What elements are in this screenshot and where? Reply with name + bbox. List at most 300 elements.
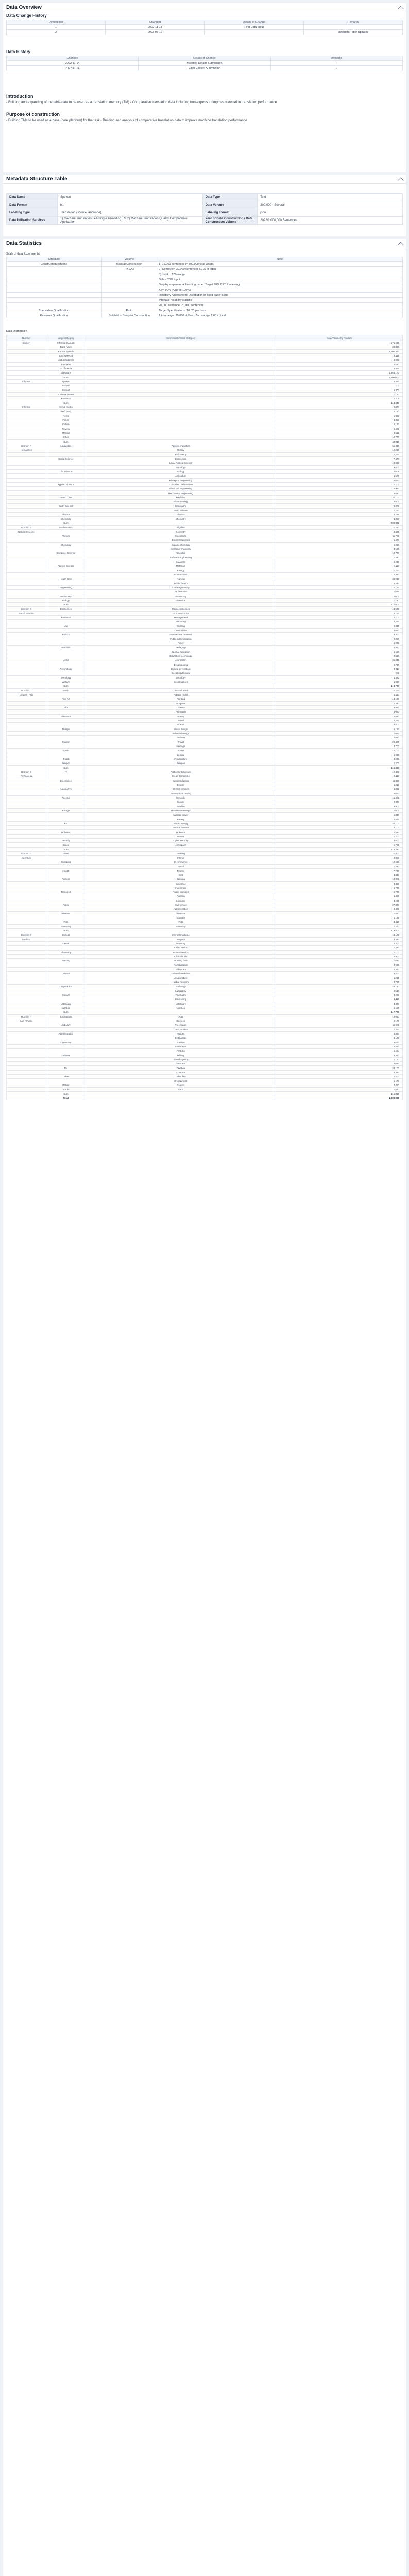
distribution-cell: Travel — [86, 740, 276, 744]
distribution-cell: Decrees — [86, 1019, 276, 1023]
distribution-cell — [46, 701, 86, 705]
distribution-row — [7, 513, 403, 517]
distribution-cell — [7, 1049, 46, 1053]
distribution-row — [7, 770, 403, 774]
distribution-row — [7, 924, 403, 928]
distribution-cell — [7, 495, 46, 499]
distribution-cell — [7, 903, 46, 907]
distribution-cell — [7, 890, 46, 894]
distribution-row — [7, 839, 403, 843]
distribution-cell — [7, 1096, 46, 1100]
distribution-cell — [7, 920, 46, 924]
column-header: Note — [157, 257, 403, 262]
distribution-row — [7, 353, 403, 358]
distribution-cell — [46, 654, 86, 658]
distribution-cell: Sum — [46, 766, 86, 770]
distribution-cell — [7, 658, 46, 663]
distribution-cell: Investment — [86, 886, 276, 890]
column-header: Volume — [101, 257, 157, 262]
scale-cell — [7, 303, 102, 308]
distribution-cell — [46, 620, 86, 624]
distribution-cell: 1,400 — [276, 894, 402, 899]
distribution-sum-row — [7, 375, 403, 379]
distribution-cell — [7, 392, 46, 396]
distribution-row — [7, 1036, 403, 1040]
distribution-cell: Pets — [46, 920, 86, 924]
distribution-cell — [86, 847, 276, 851]
distribution-cell — [46, 650, 86, 654]
distribution-cell: 2,760 — [276, 980, 402, 984]
distribution-cell: 1,900 — [276, 680, 402, 684]
distribution-cell — [46, 916, 86, 920]
distribution-cell: Environment — [86, 572, 276, 577]
distribution-cell: Inorganic chemistry — [86, 547, 276, 551]
distribution-row — [7, 800, 403, 804]
distribution-cell — [46, 886, 86, 890]
distribution-cell: Chemistry — [46, 543, 86, 547]
data-overview-header[interactable] — [3, 3, 406, 12]
distribution-cell — [7, 435, 46, 439]
distribution-row — [7, 860, 403, 864]
scale-cell — [101, 303, 157, 308]
distribution-container — [3, 334, 406, 2576]
metadata-value: Text — [258, 194, 403, 201]
table-cell: 2022-11-14 — [106, 25, 204, 30]
distribution-row — [7, 813, 403, 817]
distribution-cell: Cloud computing — [86, 774, 276, 778]
distribution-row — [7, 1023, 403, 1027]
distribution-cell: 6,330 — [276, 787, 402, 791]
distribution-cell — [86, 392, 276, 396]
distribution-cell: 3,512 — [276, 431, 402, 435]
distribution-row — [7, 1002, 403, 1006]
distribution-cell — [7, 603, 46, 607]
distribution-cell: Engineering — [46, 585, 86, 589]
distribution-row — [7, 410, 403, 414]
distribution-cell — [46, 1062, 86, 1066]
data-statistics-title: Data Statistics — [6, 241, 42, 246]
distribution-cell: Semiconductors — [86, 778, 276, 783]
distribution-cell: Sociology — [86, 465, 276, 469]
distribution-cell: Veterinary — [46, 1002, 86, 1006]
distribution-cell: Informal — [7, 379, 46, 383]
distribution-row — [7, 392, 403, 396]
scale-cell: Manual Construction — [101, 262, 157, 267]
distribution-cell — [7, 980, 46, 984]
metadata-value: Spoken — [57, 194, 202, 201]
distribution-cell: Civil engineering — [86, 585, 276, 589]
table-cell: 1 — [7, 25, 106, 30]
scale-cell — [101, 282, 157, 287]
data-statistics-section — [3, 239, 406, 2576]
distribution-cell — [7, 877, 46, 882]
distribution-cell: Automotive — [46, 787, 86, 791]
distribution-cell: Physics — [86, 513, 276, 517]
distribution-cell — [46, 899, 86, 903]
distribution-row — [7, 362, 403, 366]
distribution-cell — [7, 865, 46, 869]
distribution-cell — [7, 397, 46, 401]
distribution-cell: 1,210 — [276, 783, 402, 787]
distribution-cell: Retail — [86, 865, 276, 869]
distribution-row — [7, 658, 403, 663]
distribution-row — [7, 345, 403, 349]
distribution-cell: Acupuncture — [86, 976, 276, 980]
column-header: Details of Change — [204, 20, 303, 25]
chevron-up-icon[interactable] — [398, 6, 403, 11]
distribution-row — [7, 620, 403, 624]
distribution-cell: Fine Art — [46, 697, 86, 701]
distribution-cell — [7, 985, 46, 989]
distribution-cell: Religion — [86, 761, 276, 766]
distribution-cell: 920 — [276, 671, 402, 675]
distribution-cell: 113,700 — [276, 684, 402, 688]
data-overview-title: Data Overview — [6, 5, 42, 10]
distribution-cell — [46, 804, 86, 808]
metadata-table — [6, 193, 403, 225]
distribution-cell — [7, 547, 46, 551]
distribution-cell: 12,200 — [276, 616, 402, 620]
distribution-cell — [7, 882, 46, 886]
distribution-row — [7, 727, 403, 731]
distribution-row — [7, 633, 403, 637]
distribution-row — [7, 795, 403, 800]
metadata-key: Data Name — [7, 194, 58, 201]
distribution-cell: 3,230 — [276, 757, 402, 761]
distribution-cell: Telecom — [46, 795, 86, 800]
distribution-cell: Pharmacology — [86, 500, 276, 504]
distribution-row — [7, 757, 403, 761]
distribution-row — [7, 865, 403, 869]
distribution-cell: Algebra — [86, 526, 276, 530]
distribution-cell — [86, 1092, 276, 1096]
distribution-cell — [86, 341, 276, 345]
distribution-row — [7, 972, 403, 976]
distribution-cell: Public health — [86, 581, 276, 585]
distribution-row — [7, 731, 403, 735]
distribution-cell: Leisure — [86, 753, 276, 757]
distribution-sum-row — [7, 847, 403, 851]
distribution-cell — [7, 572, 46, 577]
distribution-cell: 4,170 — [276, 1019, 402, 1023]
distribution-cell: 1,820 — [276, 555, 402, 560]
distribution-cell — [46, 500, 86, 504]
distribution-cell: Mechanics — [86, 534, 276, 538]
distribution-cell: Nutrition — [86, 1006, 276, 1010]
distribution-cell: Employment — [86, 1079, 276, 1083]
distribution-cell — [7, 766, 46, 770]
distribution-cell: Veterinary — [86, 1002, 276, 1006]
distribution-cell — [7, 388, 46, 392]
distribution-cell — [46, 946, 86, 950]
distribution-row — [7, 967, 403, 971]
distribution-cell: Psychology — [46, 667, 86, 671]
distribution-cell: Audit — [46, 1088, 86, 1092]
distribution-cell: Mobile — [86, 800, 276, 804]
distribution-cell: Web (text) — [46, 410, 86, 414]
distribution-cell: Pedagogy — [86, 646, 276, 650]
distribution-cell: 3,320 — [276, 675, 402, 680]
distribution-cell: Policy — [86, 641, 276, 645]
distribution-cell: Clinical psychology — [86, 667, 276, 671]
chevron-up-icon[interactable] — [398, 242, 403, 247]
distribution-row — [7, 461, 403, 465]
distribution-cell: Marketing — [86, 620, 276, 624]
distribution-cell — [7, 538, 46, 543]
distribution-row — [7, 886, 403, 890]
distribution-cell: 6,880 — [276, 1031, 402, 1036]
distribution-row — [7, 456, 403, 461]
distribution-cell — [86, 371, 276, 375]
distribution-cell: Social Science — [7, 611, 46, 615]
distribution-row — [7, 1044, 403, 1048]
distribution-cell: 16,520 — [276, 362, 402, 366]
distribution-cell — [7, 431, 46, 435]
distribution-cell — [7, 697, 46, 701]
distribution-row — [7, 526, 403, 530]
distribution-cell — [86, 358, 276, 362]
distribution-cell: Linguistics — [46, 444, 86, 448]
distribution-cell: Agriculture — [86, 474, 276, 478]
distribution-row — [7, 911, 403, 916]
distribution-cell: E-commerce — [86, 860, 276, 864]
distribution-cell: Patents — [86, 1083, 276, 1087]
distribution-row — [7, 555, 403, 560]
distribution-cell: Internal medicine — [86, 933, 276, 937]
distribution-sum-row — [7, 439, 403, 444]
distribution-cell: 3,800 — [276, 517, 402, 521]
metadata-title: Metadata Structure Table — [6, 176, 67, 182]
distribution-cell: Clinical — [46, 933, 86, 937]
distribution-cell — [7, 1053, 46, 1057]
distribution-cell — [7, 783, 46, 787]
distribution-row — [7, 856, 403, 860]
distribution-cell: 3,060 — [276, 791, 402, 795]
distribution-cell: Tourism — [46, 740, 86, 744]
distribution-cell: Creative memo — [46, 392, 86, 396]
distribution-cell — [7, 427, 46, 431]
distribution-cell — [86, 353, 276, 358]
scale-cell — [7, 293, 102, 298]
distribution-cell — [7, 1031, 46, 1036]
distribution-cell — [46, 882, 86, 886]
distribution-cell: Diplomacy — [46, 1040, 86, 1044]
distribution-cell: 4,100 — [276, 826, 402, 830]
distribution-cell: 200 — [276, 384, 402, 388]
distribution-cell: Physics — [46, 534, 86, 538]
distribution-cell — [46, 937, 86, 941]
distribution-row — [7, 787, 403, 791]
distribution-cell — [46, 452, 86, 456]
distribution-cell — [46, 637, 86, 641]
distribution-cell — [7, 723, 46, 727]
distribution-cell: Pharmacy — [46, 950, 86, 954]
distribution-cell — [7, 886, 46, 890]
distribution-cell: Electromagnetics — [86, 538, 276, 543]
distribution-cell — [7, 800, 46, 804]
table-cell: Metadata Table Updates — [303, 30, 402, 35]
distribution-row — [7, 736, 403, 740]
metadata-row — [7, 194, 403, 201]
distribution-cell: Reports — [86, 1049, 276, 1053]
distribution-cell: Fitness — [86, 869, 276, 873]
scale-cell: Reviewer Qualification — [7, 313, 102, 318]
distribution-cell: Life Science — [46, 469, 86, 473]
metadata-value: json — [258, 209, 403, 217]
metadata-value: txt — [57, 201, 202, 209]
distribution-cell: Informal — [7, 405, 46, 409]
distribution-cell: Lecture/address — [46, 358, 86, 362]
distribution-cell: Subject — [46, 388, 86, 392]
distribution-cell: Nutrition — [46, 1006, 86, 1010]
distribution-cell: Security — [46, 839, 86, 843]
distribution-cell: Renewable energy — [86, 808, 276, 812]
distribution-cell: Rehabilitation — [86, 963, 276, 967]
distribution-cell: 1,200 — [276, 761, 402, 766]
distribution-cell: Statements — [86, 1044, 276, 1048]
distribution-cell: 61,300 — [276, 444, 402, 448]
distribution-cell — [7, 513, 46, 517]
distribution-cell: 2,450 — [276, 830, 402, 834]
distribution-cell: 6,402 — [276, 427, 402, 431]
table-row — [7, 25, 403, 30]
distribution-total-row — [7, 1096, 403, 1100]
distribution-row — [7, 444, 403, 448]
distribution-cell: Genetics — [86, 598, 276, 602]
distribution-cell: Public transport — [86, 890, 276, 894]
distribution-cell: Geometry — [86, 530, 276, 534]
distribution-row — [7, 598, 403, 602]
distribution-cell — [86, 684, 276, 688]
chevron-up-icon[interactable] — [398, 177, 403, 183]
column-header: Changed — [7, 56, 139, 61]
distribution-cell: 8,340 — [276, 624, 402, 628]
distribution-cell — [7, 924, 46, 928]
distribution-cell: Social welfare — [86, 680, 276, 684]
distribution-cell — [46, 736, 86, 740]
metadata-row — [7, 209, 403, 217]
distribution-row — [7, 740, 403, 744]
distribution-sum-row — [7, 766, 403, 770]
distribution-cell — [7, 680, 46, 684]
distribution-cell: 2,810 — [276, 654, 402, 658]
distribution-cell: Sociology — [86, 675, 276, 680]
distribution-cell: Sculpture — [86, 701, 276, 705]
scale-label: Scale of data Experimental — [6, 252, 40, 256]
distribution-cell: Painting — [86, 697, 276, 701]
distribution-cell: 36,030 — [276, 577, 402, 581]
distribution-cell: 3,530 — [276, 547, 402, 551]
distribution-cell: Logistics — [86, 899, 276, 903]
distribution-cell: Precedents — [86, 1023, 276, 1027]
distribution-cell: Public — [46, 903, 86, 907]
distribution-row — [7, 749, 403, 753]
distribution-cell: Natural Science — [7, 530, 46, 534]
distribution-cell — [7, 911, 46, 916]
distribution-row — [7, 882, 403, 886]
distribution-cell: Biology — [86, 469, 276, 473]
distribution-cell — [7, 568, 46, 572]
distribution-cell — [46, 954, 86, 958]
distribution-cell: Domain B — [7, 526, 46, 530]
distribution-cell: 1,000,370 — [276, 349, 402, 353]
distribution-cell: Civil service — [86, 903, 276, 907]
data-statistics-header[interactable] — [3, 239, 406, 248]
distribution-cell: Housing — [86, 852, 276, 856]
distribution-row — [7, 585, 403, 589]
distribution-cell: Law / Political science — [86, 461, 276, 465]
distribution-row — [7, 869, 403, 873]
distribution-cell — [7, 1010, 46, 1014]
distribution-cell: 3,010 — [276, 628, 402, 632]
distribution-cell: 15,420 — [276, 795, 402, 800]
distribution-cell — [7, 705, 46, 709]
distribution-cell: Applied Science — [46, 482, 86, 486]
distribution-cell — [7, 826, 46, 830]
distribution-cell: Subject — [46, 384, 86, 388]
distribution-cell: 1,110 — [276, 997, 402, 1002]
data-history-table — [6, 56, 403, 71]
distribution-cell: Energy — [46, 808, 86, 812]
distribution-cell: Domain C — [7, 607, 46, 611]
metadata-header[interactable] — [3, 175, 406, 184]
distribution-cell: Military — [86, 1053, 276, 1057]
distribution-row — [7, 976, 403, 980]
distribution-cell — [7, 650, 46, 654]
distribution-cell: 1,206 — [276, 397, 402, 401]
distribution-cell: 5,812 — [276, 366, 402, 370]
distribution-cell: Robotics — [86, 830, 276, 834]
distribution-cell — [7, 710, 46, 714]
column-header: Changed — [106, 20, 204, 25]
distribution-row — [7, 435, 403, 439]
distribution-cell: 2,650 — [276, 1062, 402, 1066]
distribution-cell — [46, 1057, 86, 1061]
distribution-cell — [7, 624, 46, 628]
distribution-cell — [7, 534, 46, 538]
distribution-cell — [46, 963, 86, 967]
distribution-cell: Law — [46, 624, 86, 628]
distribution-cell: Fashion — [86, 736, 276, 740]
distribution-cell: Battery — [86, 817, 276, 821]
distribution-cell: 8,020 — [276, 358, 402, 362]
distribution-row — [7, 495, 403, 499]
scale-cell: Step by step manual finishing paper, Target 90% CFT Reviewing — [157, 282, 403, 287]
distribution-cell: U. of media — [46, 366, 86, 370]
distribution-cell: 11,880 — [276, 778, 402, 783]
distribution-cell: 3,330 — [276, 572, 402, 577]
distribution-cell: Display — [86, 783, 276, 787]
distribution-row — [7, 469, 403, 473]
distribution-cell — [46, 590, 86, 594]
distribution-cell: 116,250 — [276, 847, 402, 851]
distribution-cell — [86, 397, 276, 401]
distribution-cell: Customs — [86, 1070, 276, 1074]
distribution-cell: 13,120 — [276, 933, 402, 937]
distribution-cell: Diagnostics — [46, 985, 86, 989]
distribution-cell — [7, 422, 46, 427]
metadata-value: 200,000 - Several — [258, 201, 403, 209]
distribution-row — [7, 594, 403, 598]
distribution-cell: 16,660 — [276, 1040, 402, 1044]
distribution-cell: Chemistry — [46, 517, 86, 521]
distribution-cell — [7, 371, 46, 375]
distribution-cell — [7, 353, 46, 358]
distribution-cell — [46, 856, 86, 860]
distribution-cell: Sum — [46, 1092, 86, 1096]
distribution-cell — [7, 1040, 46, 1044]
distribution-cell — [7, 1023, 46, 1027]
